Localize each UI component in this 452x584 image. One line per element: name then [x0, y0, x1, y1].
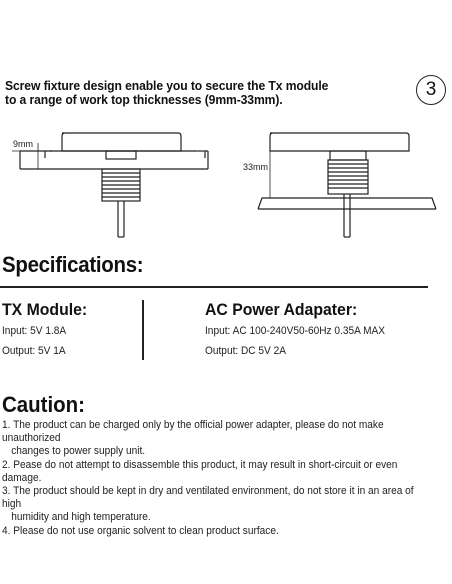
step-number-badge: 3	[416, 75, 446, 105]
heading-underline	[0, 286, 428, 288]
ac-adapter-input: Input: AC 100-240V50-60Hz 0.35A MAX	[205, 325, 386, 337]
specifications-heading: Specifications:	[2, 252, 144, 277]
tx-module-title: TX Module:	[2, 300, 88, 319]
caution-heading: Caution:	[2, 392, 85, 417]
caution-item-4	[2, 525, 434, 538]
left-dimension-label: 9mm	[13, 139, 33, 149]
left-mount-drawing	[12, 133, 208, 237]
caution-item-4-line-1: 4. Please do not use organic solvent to clean product surface.	[2, 524, 279, 537]
mounting-diagram	[0, 125, 452, 245]
caution-item-2	[2, 459, 434, 485]
caution-item-1-line-2: changes to power supply unit.	[11, 445, 146, 458]
caution-item-2-line-1: 2. Pease do not attempt to disassemble this product, it may result in short-circuit or even damage.	[2, 458, 398, 484]
column-divider	[142, 300, 144, 360]
tx-module-input: Input: 5V 1.8A	[2, 325, 67, 337]
caution-item-3-line-2: humidity and high temperature.	[11, 511, 151, 524]
right-dimension-label: 33mm	[243, 162, 269, 172]
intro-text	[5, 79, 373, 107]
caution-item-1	[2, 419, 434, 459]
caution-list	[2, 419, 434, 538]
caution-item-3-line-1: 3. The product should be kept in dry and ventilated environment, do not store it in an area of high	[2, 485, 414, 511]
intro-line-2: to a range of work top thicknesses (9mm-33mm).	[5, 92, 283, 107]
ac-adapter-output: Output: DC 5V 2A	[205, 345, 287, 357]
tx-module-output: Output: 5V 1A	[2, 345, 66, 357]
right-mount-drawing	[258, 133, 436, 237]
ac-adapter-title: AC Power Adapater:	[205, 300, 358, 319]
intro-line-1: Screw fixture design enable you to secure the Tx module	[5, 78, 329, 93]
caution-item-1-line-1: 1. The product can be charged only by the official power adapter, please do not make unauthorized	[2, 419, 384, 445]
caution-item-3	[2, 485, 434, 525]
